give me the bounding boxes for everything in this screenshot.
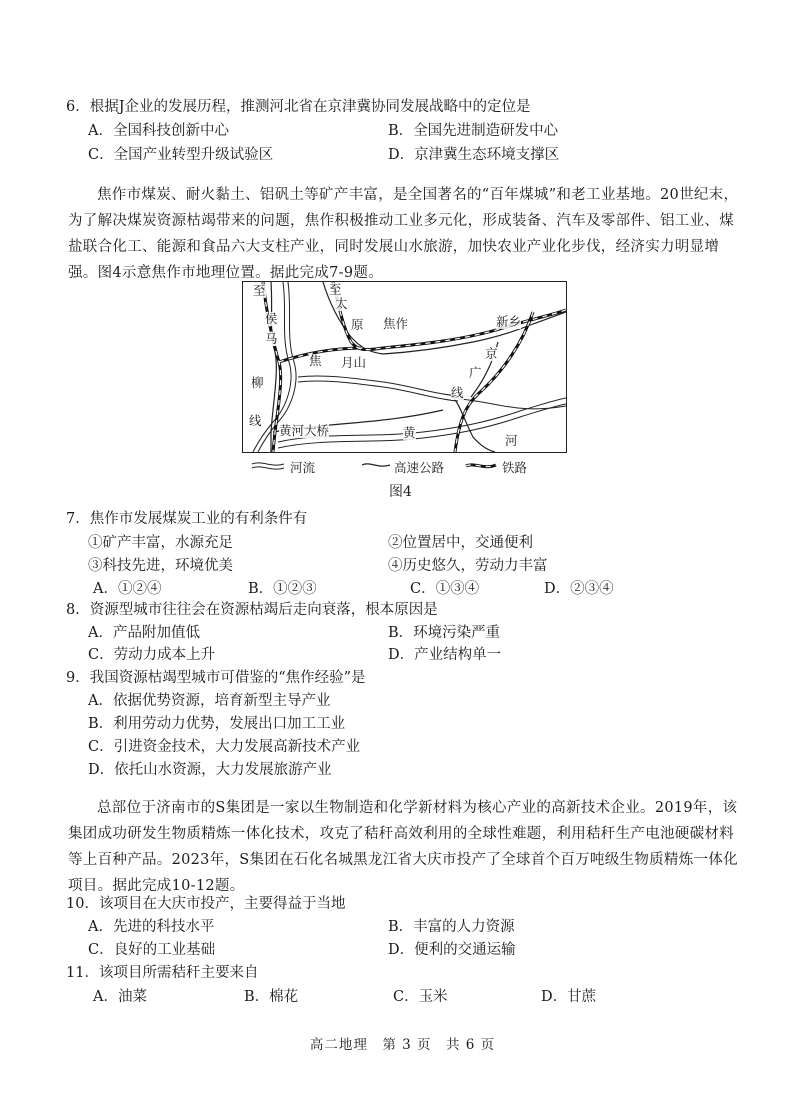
map-label-tai: 太 xyxy=(335,296,348,311)
map-label-yuan: 原 xyxy=(351,317,364,332)
map-label-xian-1: 线 xyxy=(249,413,262,428)
q7-statement-2: ②位置居中，交通便利 xyxy=(388,535,533,551)
map-label-zhi-2: 至 xyxy=(329,282,342,297)
q8-option-a: A．产品附加值低 xyxy=(88,625,200,641)
legend-railway-label: 铁路 xyxy=(502,460,528,475)
q10-option-d: D．便利的交通运输 xyxy=(388,942,516,958)
map-label-guang: 广 xyxy=(469,365,482,380)
q8-option-d: D．产业结构单一 xyxy=(388,647,502,663)
q7-statement-4: ④历史悠久，劳动力丰富 xyxy=(388,558,548,574)
q11-stem: 11．该项目所需秸秆主要来自 xyxy=(66,965,259,981)
q11-option-c: C．玉米 xyxy=(393,989,448,1005)
map-legend xyxy=(250,455,570,477)
q11-option-b: B．棉花 xyxy=(244,989,299,1005)
q10-option-b: B．丰富的人力资源 xyxy=(388,919,515,935)
q9-stem: 9．我国资源枯竭型城市可借鉴的“焦作经验”是 xyxy=(66,670,366,686)
q10-option-a: A．先进的科技水平 xyxy=(88,919,215,935)
q6-option-b: B．全国先进制造研发中心 xyxy=(388,123,559,139)
q11-option-d: D．甘蔗 xyxy=(541,989,597,1005)
q8-option-b: B．环境污染严重 xyxy=(388,625,501,641)
figure-caption: 图4 xyxy=(389,484,412,500)
map-label-jiaozuo: 焦作 xyxy=(383,316,409,331)
q6-option-d: D．京津冀生态环境支撑区 xyxy=(388,147,560,163)
q6-option-a: A．全国科技创新中心 xyxy=(88,123,229,139)
map-label-liu: 柳 xyxy=(251,375,264,390)
passage-s-group: 总部位于济南市的S集团是一家以生物制造和化学新材料为核心产业的高新技术企业。2019年，该集团成功研发生物质精炼一体化技术，攻克了秸秆高效利用的全球性难题，利用秸秆生产电池硬碳材料等上百种产品。2023年，S集团在石化名城黑龙江省大庆市投产了全球首个百万吨级生物质精炼一体化项目。据此完成10-12题。 xyxy=(68,800,738,894)
jiaozuo-location-map xyxy=(242,281,567,453)
q6-option-c: C．全国产业转型升级试验区 xyxy=(88,147,274,163)
map-label-xian-2: 线 xyxy=(451,385,464,400)
q7-option-c: C．①③④ xyxy=(410,581,480,597)
q9-option-b: B．利用劳动力优势，发展出口加工工业 xyxy=(88,716,346,732)
passage-jiaozuo: 焦作市煤炭、耐火黏土、铝矾土等矿产丰富，是全国著名的“百年煤城”和老工业基地。20世纪末，为了解决煤炭资源枯竭带来的问题，焦作积极推动工业多元化，形成装备、汽车及零部件、铝工业、煤盐联合化工、能源和食品六大支柱产业，同时发展山水旅游，加快农业产业化步伐，经济实力明显增强。图4示意焦作市地理位置。据此完成7-9题。 xyxy=(68,187,739,281)
map-label-xinxiang: 新乡 xyxy=(496,314,522,329)
q7-statement-3: ③科技先进，环境优美 xyxy=(88,558,233,574)
map-label-hou: 侯 xyxy=(265,311,278,326)
map-label-huang: 黄 xyxy=(403,425,416,440)
q7-option-b: B．①②③ xyxy=(248,581,317,597)
map-label-jing: 京 xyxy=(485,346,498,361)
q9-option-a: A．依据优势资源，培育新型主导产业 xyxy=(88,693,331,709)
q7-statement-1: ①矿产丰富，水源充足 xyxy=(88,535,233,551)
map-label-yueshan: 月山 xyxy=(341,355,367,370)
q9-option-c: C．引进资金技术，大力发展高新技术产业 xyxy=(88,739,361,755)
q8-option-c: C．劳动力成本上升 xyxy=(88,647,216,663)
q9-option-d: D．依托山水资源，大力发展旅游产业 xyxy=(88,762,332,778)
legend-river-label: 河流 xyxy=(290,460,316,475)
map-label-yellow-river-bridge: 黄河大桥 xyxy=(279,423,330,438)
map-label-jiao: 焦 xyxy=(309,353,322,368)
map-label-zhi-1: 至 xyxy=(253,283,266,298)
q7-stem: 7．焦作市发展煤炭工业的有利条件有 xyxy=(66,511,308,527)
legend-highway-label: 高速公路 xyxy=(394,460,445,475)
q8-stem: 8．资源型城市往往会在资源枯竭后走向衰落，根本原因是 xyxy=(66,602,438,618)
map-label-ma: 马 xyxy=(265,331,278,346)
q11-option-a: A．油菜 xyxy=(93,989,147,1005)
q7-option-a: A．①②④ xyxy=(93,581,162,597)
map-label-he: 河 xyxy=(505,433,518,448)
q10-stem: 10．该项目在大庆市投产，主要得益于当地 xyxy=(66,896,346,912)
q10-option-c: C．良好的工业基础 xyxy=(88,942,216,958)
q7-option-d: D．②③④ xyxy=(544,581,614,597)
page-footer: 高二地理 第 3 页 共 6 页 xyxy=(309,1037,496,1053)
q6-stem: 6．根据J企业的发展历程，推测河北省在京津冀协同发展战略中的定位是 xyxy=(66,99,531,115)
